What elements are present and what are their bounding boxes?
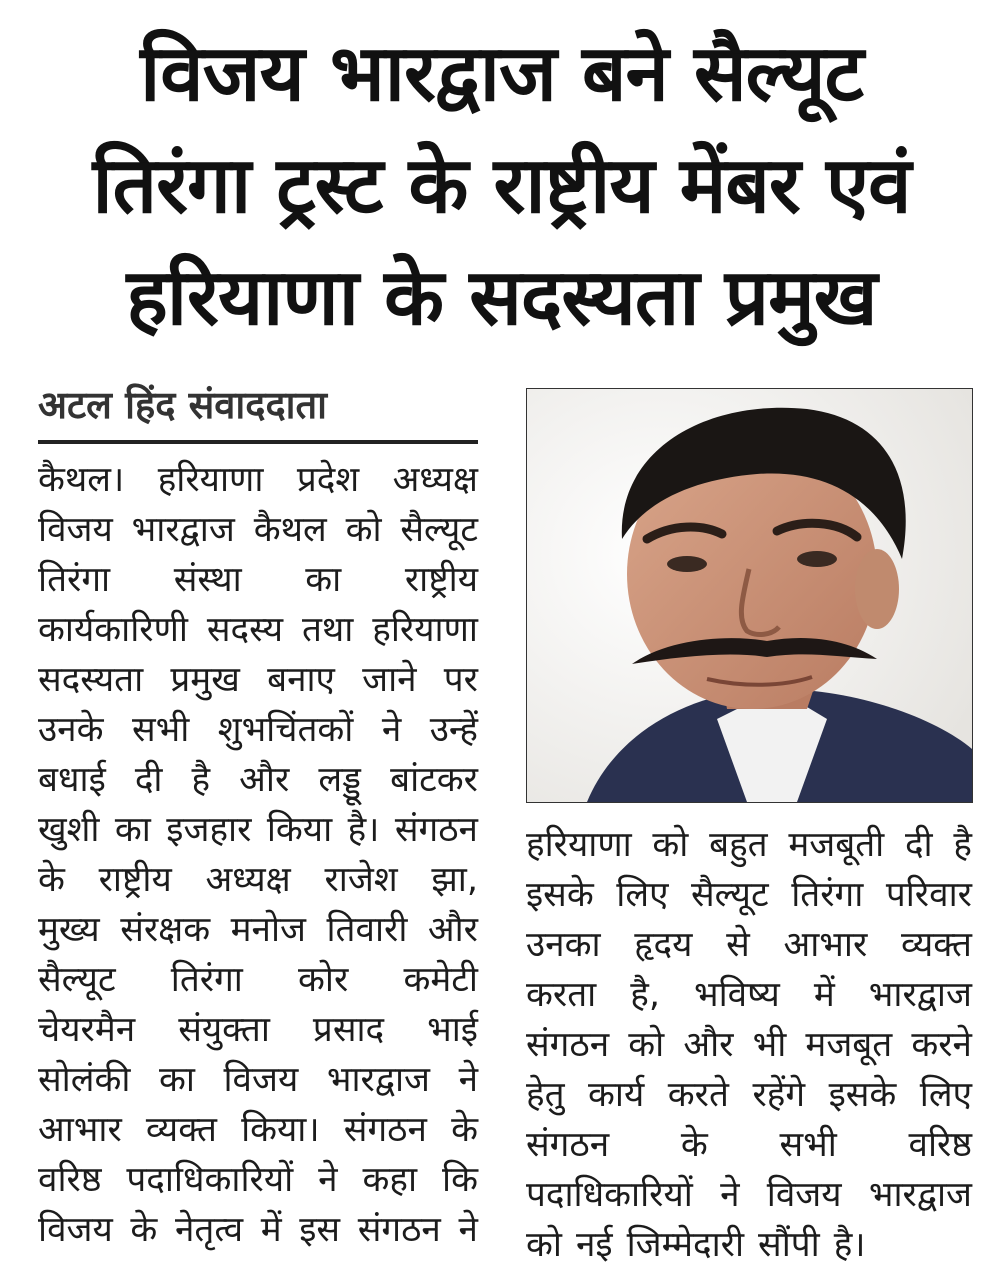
right_column-line: हरियाणा को बहुत मजबूती दी है: [526, 825, 972, 865]
headline: [0, 18, 1003, 354]
left_column-line: सोलंकी का विजय भारद्वाज ने: [38, 1060, 478, 1100]
right_column-line: संगठन को और भी मजबूत करने: [526, 1025, 972, 1065]
left_column-line: तिरंगा संस्था का राष्ट्रीय: [38, 560, 478, 600]
left_column-line: वरिष्ठ पदाधिकारियों ने कहा कि: [38, 1160, 478, 1200]
left_column-line: विजय के नेतृत्व में इस संगठन ने: [38, 1210, 478, 1250]
left_column-line: कैथल। हरियाणा प्रदेश अध्यक्ष: [38, 460, 478, 500]
left_column-line: बधाई दी है और लड्डू बांटकर: [38, 760, 478, 800]
left_column-line: विजय भारद्वाज कैथल को सैल्यूट: [38, 510, 478, 550]
right_column-line: करता है, भविष्य में भारद्वाज: [526, 975, 972, 1015]
left_column-line: चेयरमैन संयुक्ता प्रसाद भाई: [38, 1010, 478, 1050]
right_column-line: पदाधिकारियों ने विजय भारद्वाज: [526, 1175, 972, 1215]
headline-line-3: हरियाणा के सदस्यता प्रमुख: [126, 253, 877, 343]
byline: अटल हिंद संवाददाता: [38, 383, 327, 427]
right_column-line: संगठन के सभी वरिष्ठ: [526, 1125, 972, 1165]
left_column-line: कार्यकारिणी सदस्य तथा हरियाणा: [38, 610, 478, 650]
left_column-line: के राष्ट्रीय अध्यक्ष राजेश झा,: [38, 860, 478, 900]
left_column-line: आभार व्यक्त किया। संगठन के: [38, 1110, 478, 1150]
left_column-line: खुशी का इजहार किया है। संगठन: [38, 810, 478, 850]
right_column-line: उनका हृदय से आभार व्यक्त: [526, 925, 972, 965]
right_column-line: इसके लिए सैल्यूट तिरंगा परिवार: [526, 875, 972, 915]
right_column-line: हेतु कार्य करते रहेंगे इसके लिए: [526, 1075, 972, 1115]
left_column-line: उनके सभी शुभचिंतकों ने उन्हें: [38, 710, 478, 750]
left_column-line: मुख्य संरक्षक मनोज तिवारी और: [38, 910, 478, 950]
byline-divider: [38, 440, 478, 444]
portrait-image: [527, 389, 972, 802]
left_column-line: सदस्यता प्रमुख बनाए जाने पर: [38, 660, 478, 700]
right-column-text: [526, 820, 972, 1270]
right_column-line: को नई जिम्मेदारी सौंपी है।: [526, 1225, 866, 1265]
left-column-text: [38, 455, 478, 1255]
left_column-line: सैल्यूट तिरंगा कोर कमेटी: [38, 960, 478, 1000]
news-photo: [526, 388, 973, 803]
headline-line-1: विजय भारद्वाज बने सैल्यूट: [140, 29, 863, 119]
headline-line-2: तिरंगा ट्रस्ट के राष्ट्रीय मेंबर एवं: [92, 141, 911, 231]
